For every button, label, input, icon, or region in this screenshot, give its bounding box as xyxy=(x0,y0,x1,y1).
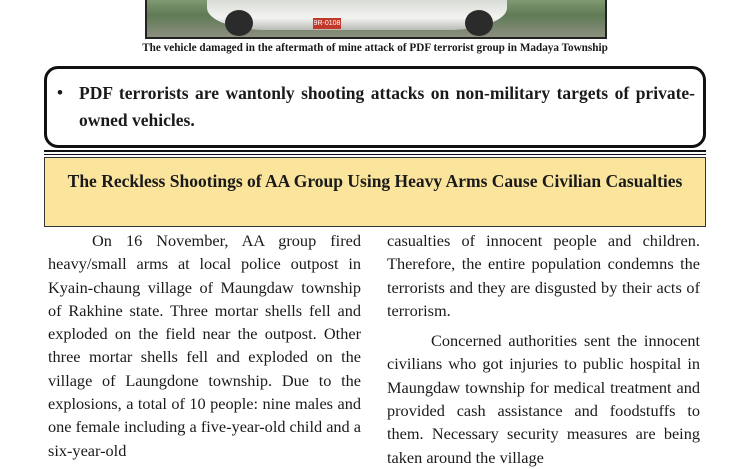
article-paragraph: casualties of innocent people and children. Therefore, the entire population condemns the terrorists and they are disgusted by their acts of terrorism. xyxy=(387,231,700,320)
article-column-left xyxy=(48,229,361,462)
vehicle-wheel-left xyxy=(225,10,253,36)
article-headline: The Reckless Shootings of AA Group Using Heavy Arms Cause Civilian Casualties xyxy=(44,157,706,227)
divider-thick xyxy=(44,150,706,152)
article-paragraph: On 16 November, AA group fired heavy/small arms at local police outpost in Kyain-chaung village of Maungdaw township of Rakhine state. Three mortar shells fell and exploded on the field near the outpost. Other three mortar shells fell and exploded on the village of Laungdone township. Due to the explosions, a total of 10 people: nine males and one female including a five-year-old child and a six-year-old xyxy=(48,231,361,460)
article-paragraph: Concerned authorities sent the innocent civilians who got injuries to public hospital in Maungdaw township for medical treatment and provided cash assistance and foodstuffs to them. Necessary security measures are being taken around the village xyxy=(387,331,700,467)
highlight-bullet-box xyxy=(44,66,706,148)
damaged-vehicle-photo xyxy=(145,0,607,39)
license-plate: 9R-0108 xyxy=(313,20,341,27)
bullet-marker: • xyxy=(57,83,63,102)
photo-caption: The vehicle damaged in the aftermath of mine attack of PDF terrorist group in Madaya Township xyxy=(142,42,608,54)
bullet-text: PDF terrorists are wantonly shooting attacks on non-military targets of private-owned vehicles. xyxy=(79,83,695,130)
divider-thin xyxy=(44,154,706,155)
vehicle-wheel-right xyxy=(465,10,493,36)
article-column-right xyxy=(387,229,700,469)
